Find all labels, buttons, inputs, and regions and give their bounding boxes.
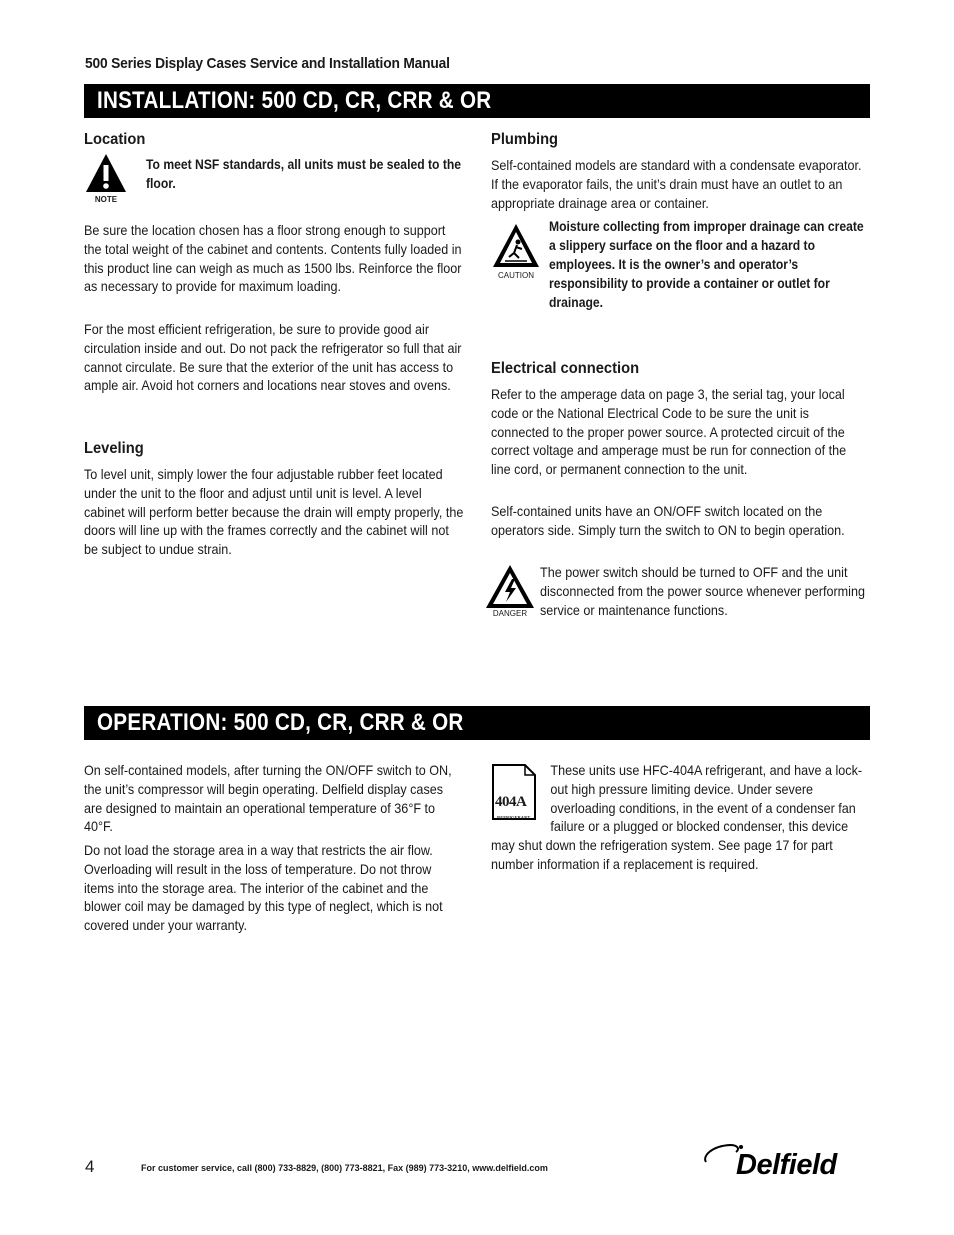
caution-icon-label: CAUTION [498,271,534,280]
operation-paragraph-1-text: On self-contained models, after turning the ON/OFF switch to ON, the unit’s compressor will begin operating. Delfield display cases are designed to maintain an operational temperature of 36°F to 40°F. [84,762,452,835]
danger-text [540,563,870,619]
note-text-content: To meet NSF standards, all units must be sealed to the floor. [146,157,462,191]
plumbing-paragraph [491,156,871,212]
note-icon-label: NOTE [94,195,118,204]
location-heading: Location [84,131,146,148]
document-title: 500 Series Display Cases Service and Installation Manual [85,55,450,72]
danger-text-content: The power switch should be turned to OFF and the unit disconnected from the power source whenever performing service or maintenance functions. [540,564,865,618]
plumbing-paragraph-text: Self-contained models are standard with a condensate evaporator. If the evaporator fails, the unit’s drain must have an outlet to an appropriate drainage area or container. [491,157,862,211]
logo-text: Delfield [736,1149,837,1178]
electrical-paragraph-2-text: Self-contained units have an ON/OFF switch located on the operators side. Simply turn the switch to ON to begin operation. [491,503,845,538]
location-paragraph-2 [84,320,464,395]
footer-contact: For customer service, call (800) 733-8829, (800) 773-8821, Fax (989) 773-3210, www.delfield.com [141,1163,548,1173]
location-paragraph-1 [84,221,464,296]
leveling-heading: Leveling [84,440,144,457]
danger-icon-label: DANGER [492,609,528,618]
refrigerant-block [491,761,870,874]
leveling-paragraph [84,465,464,559]
caution-text-content: Moisture collecting from improper drainage can create a slippery surface on the floor and a hazard to employees. It is the owner’s and operator’s responsibility to provide a container or outlet for drainage. [549,219,864,310]
location-paragraph-2-text: For the most efficient refrigeration, be sure to provide good air circulation inside and out. Do not pack the refrigerator so full that air cannot circulate. Be sure that the exterior of the unit has access to ample air. Avoid hot corners and locations near stoves and ovens. [84,321,462,394]
plumbing-heading: Plumbing [491,131,559,148]
refrigerant-paragraph: These units use HFC-404A refrigerant, and have a lock-out high pressure limiting device. Under severe overloading conditions, in the event of a condenser fan failure or a plugged or blocked condenser, this device may shut down the refrigeration system. See page 17 for part number information if a replacement is required. [491,762,863,872]
operation-paragraph-1 [84,761,464,836]
danger-icon [484,563,536,621]
operation-paragraph-2 [84,841,464,935]
delfield-logo [700,1138,870,1183]
leveling-paragraph-text: To level unit, simply lower the four adjustable rubber feet located under the unit to the floor and adjust until unit is level. A level cabinet will perform better because the drain will empty properly, the doors will line up with the frames correctly and the cabinet will not be subject to undue strain. [84,466,464,558]
refrigerant-icon-text: 404A [495,794,527,810]
note-icon [84,152,128,206]
page-number: 4 [85,1157,95,1176]
electrical-heading: Electrical connection [491,360,640,377]
refrigerant-icon-label: REFRIGERANT [497,815,531,820]
operation-paragraph-2-text: Do not load the storage area in a way that restricts the air flow. Overloading will result in the loss of temperature. Do not throw items into the storage area. The interior of the cabinet and the blower coil may be damaged by this type of neglect, which is not covered under your warranty. [84,842,443,934]
caution-icon [491,222,541,282]
location-paragraph-1-text: Be sure the location chosen has a floor strong enough to support the total weight of the cabinet and contents. Contents fully loaded in this product line can weigh as much as 1500 lbs. Reinforce the floor as necessary to provide for maximum loading. [84,222,462,295]
caution-text [549,217,869,312]
electrical-paragraph-1 [491,385,866,479]
installation-banner [84,84,870,118]
operation-banner-text: OPERATION: 500 CD, CR, CRR & OR [97,709,464,736]
operation-banner [84,706,870,740]
electrical-paragraph-1-text: Refer to the amperage data on page 3, the serial tag, your local code or the National Electrical Code to be sure the unit is connected to the proper power source. A protected circuit of the correct voltage and amperage must be run for connection of the line cord, or permanent connection to the unit. [491,386,847,478]
electrical-paragraph-2 [491,502,866,540]
note-text [146,156,466,193]
installation-banner-text: INSTALLATION: 500 CD, CR, CRR & OR [97,87,492,114]
